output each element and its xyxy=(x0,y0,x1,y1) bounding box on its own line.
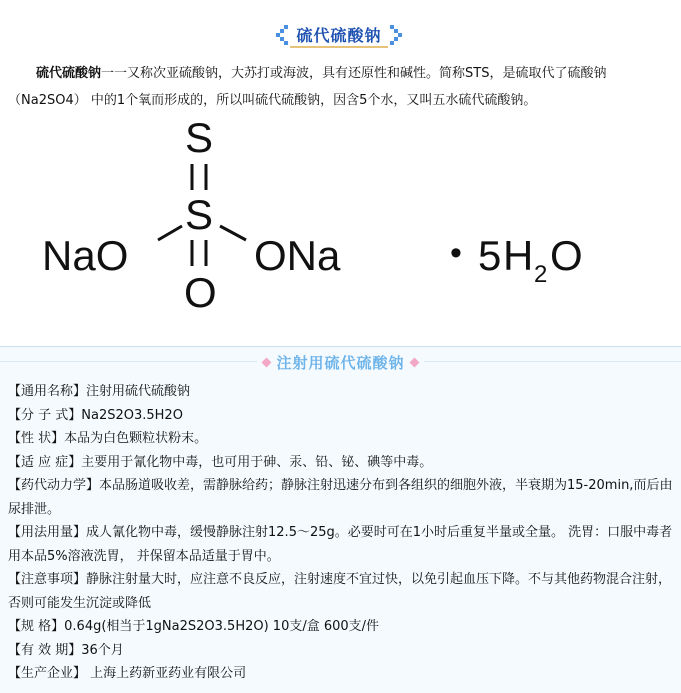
spec-label: 【适 应 症】 xyxy=(8,454,82,470)
spec-label: 【药代动力学】 xyxy=(8,478,100,493)
structural-formula xyxy=(40,112,680,322)
spec-row-precautions xyxy=(8,568,676,615)
spec-row-generic-name xyxy=(8,380,676,404)
section-title-injection xyxy=(0,347,681,377)
hydrate-subscript: 2 xyxy=(534,261,548,288)
spec-label: 【用法用量】 xyxy=(8,525,87,540)
spec-row-appearance xyxy=(8,427,676,451)
spec-value: 0.64g(相当于1gNa2S2O3.5H2O) 10支/盒 600支/件 xyxy=(64,619,380,634)
diamond-left-icon xyxy=(262,357,272,367)
spec-label: 【性 状】 xyxy=(8,431,65,446)
spec-label: 【分 子 式】 xyxy=(8,407,82,423)
spec-value: 上海上药新亚药业有限公司 xyxy=(86,666,247,681)
spec-label: 【注意事项】 xyxy=(8,572,87,587)
section-title-injection-text: 注射用硫代硫酸钠 xyxy=(276,353,405,372)
spec-value: 本品肠道吸收差，需静脉给药；静脉注射迅速分布到各组织的细胞外液，半衰期为15-20min,而后由尿排泄。 xyxy=(8,478,673,517)
atom-s-center: S xyxy=(185,191,214,238)
spec-list xyxy=(8,380,676,686)
intro-paragraph xyxy=(8,60,676,114)
hydrate-o: O xyxy=(550,232,583,279)
hydrate-dot: • xyxy=(450,234,462,272)
injection-section xyxy=(0,346,681,693)
group-ona: ONa xyxy=(254,232,341,279)
spec-value: Na2S2O3.5H2O xyxy=(81,407,183,423)
bond-right xyxy=(220,226,246,240)
spec-label: 【生产企业】 xyxy=(8,666,87,681)
spec-row-indication xyxy=(8,451,676,475)
spec-label: 【规 格】 xyxy=(8,619,65,634)
bond-left xyxy=(158,226,182,240)
group-nao: NaO xyxy=(42,232,129,279)
section-title-text: 硫代硫酸钠 xyxy=(290,23,387,48)
spec-value: 36个月 xyxy=(81,642,124,658)
atom-s-top: S xyxy=(185,114,214,161)
spec-label: 【有 效 期】 xyxy=(8,642,82,658)
intro-term: 硫代硫酸钠 xyxy=(36,66,102,81)
spec-value: 主要用于氰化物中毒，也可用于砷、汞、铅、铋、碘等中毒。 xyxy=(81,454,433,470)
hydrate-coefficient: 5 xyxy=(478,232,502,279)
hydrate-h: H xyxy=(503,232,534,279)
intro-text: 一一又称次亚硫酸钠，大苏打或海波，具有还原性和碱性。简称STS，是硫取代了硫酸钠（Na2SO4） 中的1个氧而形成的，所以叫硫代硫酸钠，因含5个水，又叫五水硫代硫酸钠。 xyxy=(8,66,607,108)
spec-value: 注射用硫代硫酸钠 xyxy=(86,384,191,399)
bracket-right-icon xyxy=(388,24,404,46)
spec-row-manufacturer xyxy=(8,662,676,686)
spec-row-formula xyxy=(8,404,676,428)
spec-value: 静脉注射量大时，应注意不良反应，注射速度不宜过快，以免引起血压下降。不与其他药物混合注射，否则可能发生沉淀或降低 xyxy=(8,572,672,611)
diamond-right-icon xyxy=(409,357,419,367)
spec-row-shelf-life xyxy=(8,639,676,663)
spec-row-pharmacokinetics xyxy=(8,474,676,521)
atom-o-bottom: O xyxy=(184,269,217,316)
spec-value: 成人氰化物中毒，缓慢静脉注射12.5～25g。必要时可在1小时后重复半量或全量。 洗胃：口服中毒者用本品5%溶液洗胃， 并保留本品适量于胃中。 xyxy=(8,525,673,564)
bracket-left-icon xyxy=(274,24,290,46)
spec-value: 本品为白色颗粒状粉末。 xyxy=(64,431,208,446)
spec-label: 【通用名称】 xyxy=(8,384,87,399)
spec-row-dosage xyxy=(8,521,676,568)
section-title-sts xyxy=(262,21,416,49)
spec-row-specification xyxy=(8,615,676,639)
